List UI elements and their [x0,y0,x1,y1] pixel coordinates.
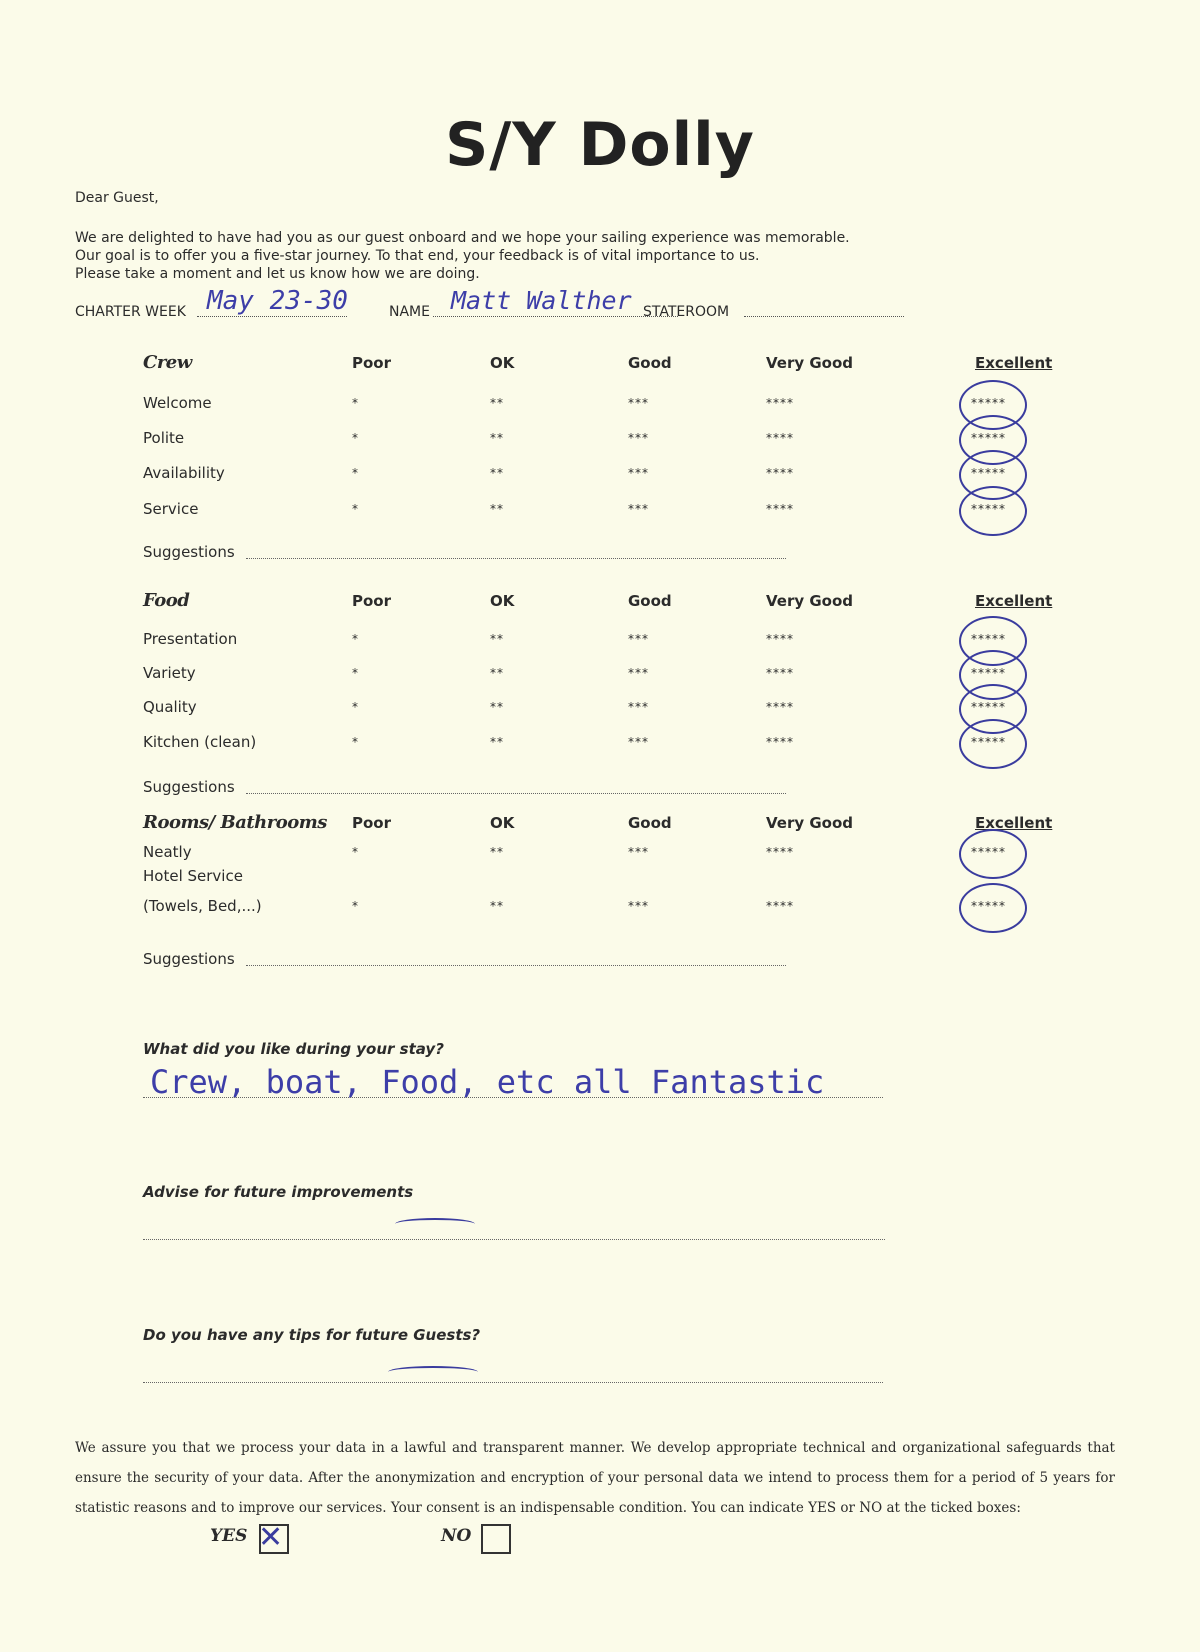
rating-option-1[interactable]: * [352,632,359,646]
rating-option-5[interactable]: ***** [971,845,1006,859]
rating-row-label: Hotel Service [143,867,243,885]
rating-option-5[interactable]: ***** [971,666,1006,680]
rating-row-label: Neatly [143,843,192,861]
consent-no-label: NO [441,1526,472,1546]
rating-option-1[interactable]: * [352,431,359,445]
rating-row-label: (Towels, Bed,...) [143,897,262,915]
rating-row-label: Availability [143,464,225,482]
rating-option-3[interactable]: *** [628,396,649,410]
rating-option-4[interactable]: **** [766,396,794,410]
consent-yes-check-mark: ✕ [258,1520,284,1555]
rating-row-label: Welcome [143,394,212,412]
rating-option-3[interactable]: *** [628,466,649,480]
rating-option-1[interactable]: * [352,700,359,714]
selected-rating-circle [959,486,1027,536]
rating-option-2[interactable]: ** [490,899,504,913]
rating-option-4[interactable]: **** [766,666,794,680]
rating-option-2[interactable]: ** [490,431,504,445]
answer-improvements-dash [395,1218,475,1230]
rating-option-2[interactable]: ** [490,735,504,749]
rating-option-4[interactable]: **** [766,845,794,859]
rating-option-4[interactable]: **** [766,431,794,445]
answer-improvements-line[interactable] [143,1239,885,1240]
rating-option-4[interactable]: **** [766,632,794,646]
rating-option-2[interactable]: ** [490,502,504,516]
suggestions-field[interactable] [246,965,786,966]
answer-tips-dash [388,1366,478,1378]
name-value: Matt Walther [451,286,632,315]
answer-tips-line[interactable] [143,1382,883,1383]
rating-option-1[interactable]: * [352,735,359,749]
question-improvements: Advise for future improvements [143,1183,414,1201]
rating-option-1[interactable]: * [352,466,359,480]
question-tips: Do you have any tips for future Guests? [143,1326,481,1344]
column-header: Excellent [975,814,1053,832]
column-header: OK [490,592,515,610]
rating-option-5[interactable]: ***** [971,502,1006,516]
stateroom-label: STATEROOM [643,304,730,320]
column-header: Very Good [766,354,854,372]
column-header: Very Good [766,814,854,832]
rating-option-2[interactable]: ** [490,632,504,646]
selected-rating-circle [959,829,1027,879]
intro-text [75,229,850,283]
rating-option-5[interactable]: ***** [971,431,1006,445]
answer-liked-line[interactable] [143,1097,883,1098]
consent-yes-label: YES [210,1526,248,1546]
charter-week-label: CHARTER WEEK [75,304,186,320]
rating-option-3[interactable]: *** [628,845,649,859]
section-title: Food [143,590,190,611]
intro-line: Please take a moment and let us know how we are doing. [75,266,480,282]
answer-liked: Crew, boat, Food, etc all Fantastic [150,1063,825,1101]
name-field[interactable] [433,316,678,317]
selected-rating-circle [959,719,1027,769]
rating-option-3[interactable]: *** [628,735,649,749]
column-header: Poor [352,814,392,832]
rating-option-3[interactable]: *** [628,899,649,913]
intro-line: Our goal is to offer you a five-star journey. To that end, your feedback is of vital importance to us. [75,248,760,264]
rating-option-4[interactable]: **** [766,700,794,714]
column-header: Poor [352,354,392,372]
rating-option-1[interactable]: * [352,666,359,680]
column-header: Excellent [975,592,1053,610]
rating-option-1[interactable]: * [352,502,359,516]
rating-option-2[interactable]: ** [490,466,504,480]
name-label: NAME [389,304,430,320]
rating-row-label: Polite [143,429,185,447]
column-header: OK [490,814,515,832]
rating-row-label: Kitchen (clean) [143,733,257,751]
column-header: Poor [352,592,392,610]
column-header: OK [490,354,515,372]
greeting: Dear Guest, [75,190,159,206]
rating-option-4[interactable]: **** [766,502,794,516]
rating-option-1[interactable]: * [352,899,359,913]
rating-row-label: Variety [143,664,196,682]
rating-option-3[interactable]: *** [628,666,649,680]
suggestions-label: Suggestions [143,543,235,561]
charter-week-field[interactable] [197,316,347,317]
selected-rating-circle [959,883,1027,933]
intro-line: We are delighted to have had you as our guest onboard and we hope your sailing experience was memorable. [75,230,850,246]
rating-option-5[interactable]: ***** [971,735,1006,749]
page-title: S/Y Dolly [445,110,755,180]
rating-option-5[interactable]: ***** [971,700,1006,714]
column-header: Excellent [975,354,1053,372]
header-fields [75,286,905,320]
rating-row-label: Service [143,500,199,518]
rating-option-1[interactable]: * [352,396,359,410]
rating-option-5[interactable]: ***** [971,632,1006,646]
suggestions-label: Suggestions [143,778,235,796]
rating-row-label: Quality [143,698,197,716]
rating-option-4[interactable]: **** [766,735,794,749]
stateroom-field[interactable] [744,316,904,317]
rating-option-1[interactable]: * [352,845,359,859]
rating-option-2[interactable]: ** [490,396,504,410]
column-header: Very Good [766,592,854,610]
column-header: Good [628,814,672,832]
suggestions-field[interactable] [246,558,786,559]
privacy-statement: We assure you that we process your data in a lawful and transparent manner. We develop appropriate technical and organizational safeguards that ensure the security of your data. After the anonymization and encryption of your personal data we intend to process them for a period of 5 years for statistic reasons and to improve our services. Your consent is an indispensable condition. You can indicate YES or NO at the ticked boxes: [75,1440,1115,1516]
section-title: Crew [143,352,192,373]
question-liked: What did you like during your stay? [143,1040,444,1058]
suggestions-field[interactable] [246,793,786,794]
rating-option-3[interactable]: *** [628,431,649,445]
rating-option-4[interactable]: **** [766,899,794,913]
section-title: Rooms/ Bathrooms [143,812,327,833]
rating-option-2[interactable]: ** [490,666,504,680]
column-header: Good [628,592,672,610]
suggestions-label: Suggestions [143,950,235,968]
rating-row-label: Presentation [143,630,238,648]
rating-option-3[interactable]: *** [628,502,649,516]
rating-option-5[interactable]: ***** [971,466,1006,480]
column-header: Good [628,354,672,372]
rating-option-2[interactable]: ** [490,700,504,714]
rating-option-5[interactable]: ***** [971,899,1006,913]
rating-option-2[interactable]: ** [490,845,504,859]
rating-option-3[interactable]: *** [628,632,649,646]
charter-week-value: May 23-30 [207,286,348,316]
rating-option-5[interactable]: ***** [971,396,1006,410]
rating-option-4[interactable]: **** [766,466,794,480]
rating-option-3[interactable]: *** [628,700,649,714]
consent-no-checkbox[interactable] [481,1524,511,1554]
